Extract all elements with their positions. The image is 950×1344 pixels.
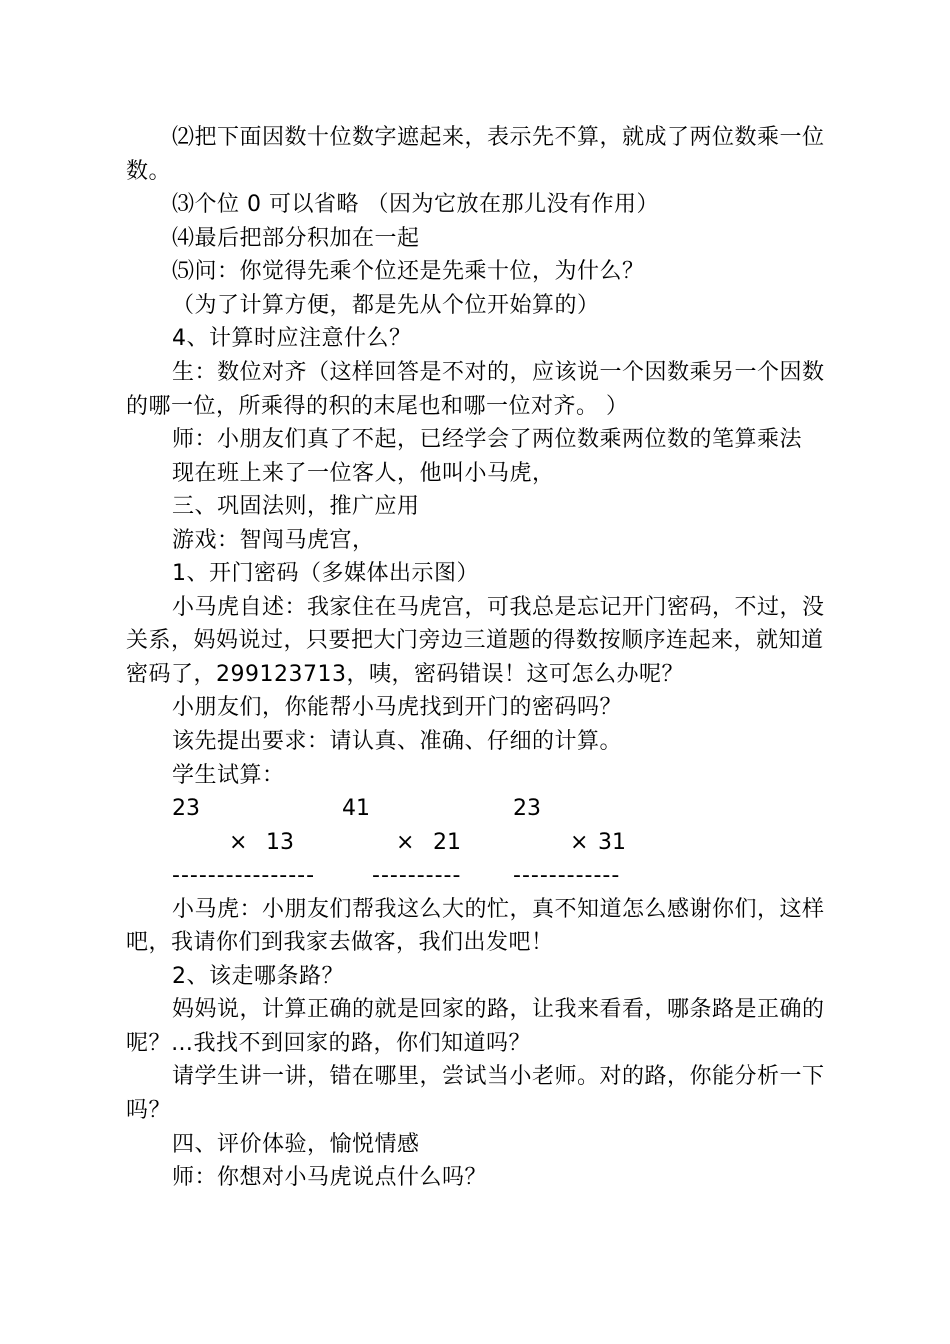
text-line: ⑷最后把部分积加在一起 bbox=[172, 226, 420, 251]
text-line: 小朋友们，你能帮小马虎找到开门的密码吗？ bbox=[172, 695, 623, 720]
text-line: 呢？…我找不到回家的路，你们知道吗？ bbox=[126, 1031, 532, 1056]
text-line: 请学生讲一讲，错在哪里，尝试当小老师。对的路，你能分析一下 bbox=[172, 1064, 825, 1089]
text-line: （为了计算方便，都是先从个位开始算的） bbox=[172, 293, 600, 318]
calc-rule: ------------ bbox=[513, 863, 621, 888]
text-line: 师：你想对小马虎说点什么吗？ bbox=[172, 1165, 488, 1190]
text-line: ⑶个位 0 可以省略 （因为它放在那儿没有作用） bbox=[172, 192, 659, 217]
calc-top-number: 23 bbox=[172, 796, 200, 821]
calc-top-number: 23 bbox=[513, 796, 541, 821]
multiply-sign: × bbox=[570, 830, 589, 855]
text-line: 师：小朋友们真了不起，已经学会了两位数乘两位数的笔算乘法 bbox=[172, 427, 803, 452]
text-line: 小马虎自述：我家住在马虎宫，可我总是忘记开门密码，不过，没 bbox=[172, 595, 825, 620]
text-line: 吧，我请你们到我家去做客，我们出发吧！ bbox=[126, 930, 554, 955]
calc-bottom-number: 31 bbox=[598, 830, 626, 855]
text-line: 小马虎：小朋友们帮我这么大的忙，真不知道怎么感谢你们，这样 bbox=[172, 897, 825, 922]
text-line: 学生试算： bbox=[172, 763, 285, 788]
text-line: 现在班上来了一位客人，他叫小马虎， bbox=[172, 461, 555, 486]
text-line: 吗？ bbox=[126, 1098, 172, 1123]
calc-rule: ---------- bbox=[372, 863, 462, 888]
section-heading: 4、计算时应注意什么？ bbox=[172, 326, 412, 351]
text-line: ⑸问：你觉得先乘个位还是先乘十位，为什么？ bbox=[172, 259, 645, 284]
section-heading: 1、开门密码（多媒体出示图） bbox=[172, 561, 479, 586]
multiply-sign: × bbox=[229, 830, 248, 855]
calc-top-number: 41 bbox=[342, 796, 370, 821]
text-line: 妈妈说，计算正确的就是回家的路，让我来看看，哪条路是正确的 bbox=[172, 997, 825, 1022]
calc-rule: ---------------- bbox=[172, 863, 316, 888]
text-line: 的哪一位，所乘得的积的末尾也和哪一位对齐。 ） bbox=[126, 394, 629, 419]
calc-bottom-number: 21 bbox=[433, 830, 461, 855]
text-line: 数。 bbox=[126, 159, 172, 184]
section-heading: 2、该走哪条路？ bbox=[172, 964, 344, 989]
multiply-sign: × bbox=[396, 830, 415, 855]
calc-bottom-number: 13 bbox=[266, 830, 294, 855]
section-heading: 四、评价体验，愉悦情感 bbox=[172, 1132, 420, 1157]
text-line: 生：数位对齐（这样回答是不对的，应该说一个因数乘另一个因数 bbox=[172, 360, 825, 385]
text-line: 游戏：智闯马虎宫， bbox=[172, 528, 375, 553]
text-line: 密码了，299123713，咦，密码错误！这可怎么办呢？ bbox=[126, 662, 684, 687]
text-line: 关系，妈妈说过，只要把大门旁边三道题的得数按顺序连起来，就知道 bbox=[126, 628, 824, 653]
section-heading: 三、巩固法则，推广应用 bbox=[172, 494, 420, 519]
text-line: 该先提出要求：请认真、准确、仔细的计算。 bbox=[172, 729, 623, 754]
text-line: ⑵把下面因数十位数字遮起来，表示先不算，就成了两位数乘一位 bbox=[172, 125, 825, 150]
